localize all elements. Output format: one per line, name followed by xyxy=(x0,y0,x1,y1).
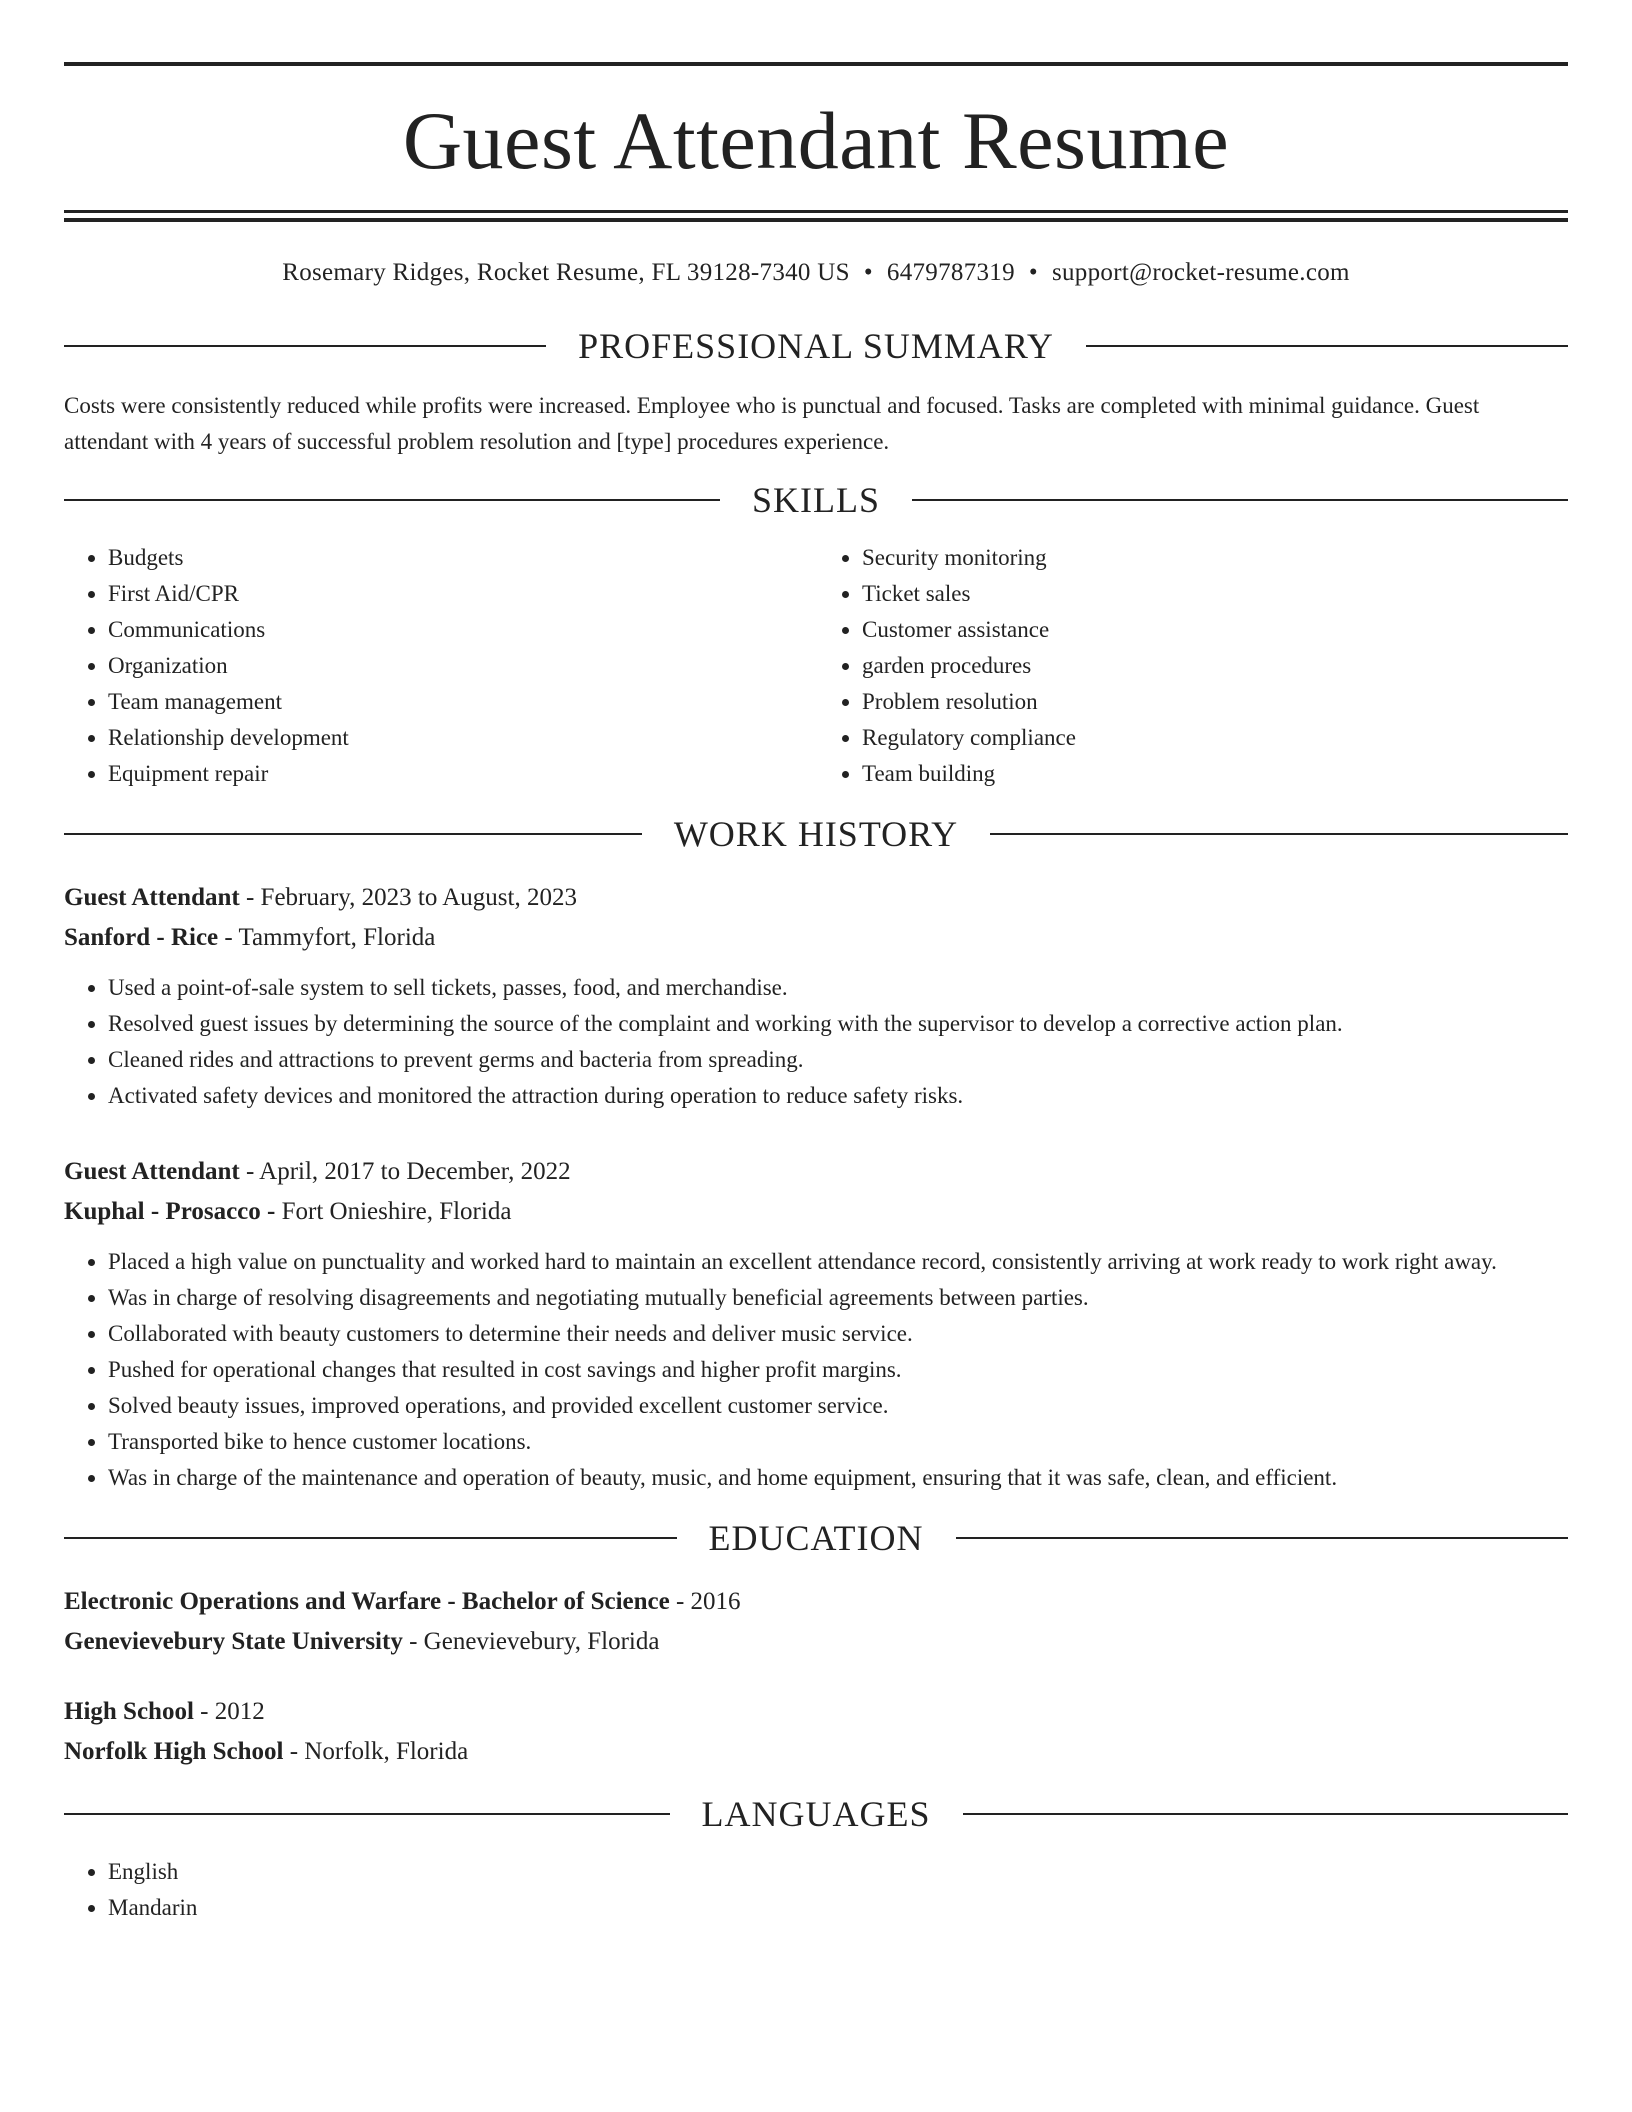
education-entry xyxy=(64,1582,1568,1662)
skill-item: • Security monitoring xyxy=(862,540,1568,576)
contact-phone: 6479787319 xyxy=(886,259,1015,286)
skill-item: • Team management xyxy=(108,684,816,720)
job-title-line xyxy=(64,1152,1568,1192)
job-bullet: • Placed a high value on punctuality and worked hard to maintain an excellent attendance record, consistently arriving at work ready to work right away. xyxy=(108,1244,1568,1280)
job-bullet: • Resolved guest issues by determining the source of the complaint and working with the supervisor to develop a corrective action plan. xyxy=(108,1006,1568,1042)
section-title: SKILLS xyxy=(752,480,881,520)
section-heading-languages xyxy=(64,1794,1568,1834)
job-company: Sanford - Rice xyxy=(64,924,219,951)
heading-rule xyxy=(990,833,1568,835)
heading-rule xyxy=(912,499,1568,501)
skill-item: • Budgets xyxy=(108,540,816,576)
language-item: • Mandarin xyxy=(108,1890,1568,1926)
languages-list xyxy=(64,1854,1568,1926)
skill-item: • Equipment repair xyxy=(108,756,816,792)
job-bullet: • Transported bike to hence customer locations. xyxy=(108,1424,1568,1460)
heading-rule xyxy=(1086,345,1568,347)
section-title: EDUCATION xyxy=(708,1518,924,1558)
education-year: - 2016 xyxy=(675,1588,741,1615)
job-company-line xyxy=(64,918,1568,958)
heading-rule xyxy=(64,1537,677,1539)
heading-rule xyxy=(64,345,546,347)
job-company: Kuphal - Prosacco - xyxy=(64,1198,276,1225)
job-dates: - February, 2023 to August, 2023 xyxy=(245,884,577,911)
education-school: Norfolk High School xyxy=(64,1738,284,1765)
section-heading-work xyxy=(64,814,1568,854)
contact-line xyxy=(64,258,1568,288)
education-school-line xyxy=(64,1622,1568,1662)
education-degree: High School xyxy=(64,1698,194,1725)
job-bullet: • Was in charge of resolving disagreements and negotiating mutually beneficial agreements between parties. xyxy=(108,1280,1568,1316)
job-bullets xyxy=(64,1244,1568,1496)
job-location: Fort Onieshire, Florida xyxy=(281,1198,512,1225)
job-dates: - April, 2017 to December, 2022 xyxy=(245,1158,571,1185)
job-title: Guest Attendant xyxy=(64,1158,240,1185)
education-location: - Norfolk, Florida xyxy=(289,1738,469,1765)
job-bullet: • Pushed for operational changes that resulted in cost savings and higher profit margins. xyxy=(108,1352,1568,1388)
contact-separator: • xyxy=(863,259,873,286)
skill-item: • First Aid/CPR xyxy=(108,576,816,612)
section-heading-skills xyxy=(64,480,1568,520)
skill-item: • Problem resolution xyxy=(862,684,1568,720)
job-bullet: • Activated safety devices and monitored the attraction during operation to reduce safety risks. xyxy=(108,1078,1568,1114)
skills-column-right xyxy=(816,540,1568,792)
section-title: LANGUAGES xyxy=(701,1794,931,1834)
skill-item: • Relationship development xyxy=(108,720,816,756)
page-title: Guest Attendant Resume xyxy=(402,95,1230,186)
job-location: - Tammyfort, Florida xyxy=(224,924,436,951)
skill-item: • Customer assistance xyxy=(862,612,1568,648)
job-bullet: • Cleaned rides and attractions to prevent germs and bacteria from spreading. xyxy=(108,1042,1568,1078)
contact-address: Rosemary Ridges, Rocket Resume, FL 39128-7340 US xyxy=(282,259,850,286)
job-title: Guest Attendant xyxy=(64,884,240,911)
skill-item: • garden procedures xyxy=(862,648,1568,684)
job-bullet: • Was in charge of the maintenance and operation of beauty, music, and home equipment, ensuring that it was safe, clean, and efficient. xyxy=(108,1460,1568,1496)
education-school: Genevievebury State University xyxy=(64,1628,403,1655)
summary-text: Costs were consistently reduced while profits were increased. Employee who is punctual and focused. Tasks are completed with minimal guidance. Guest attendant with 4 years of successful problem resolution and [type] procedures experience. xyxy=(64,393,1480,454)
section-heading-education xyxy=(64,1518,1568,1558)
skills-list xyxy=(64,540,1568,792)
section-heading-summary xyxy=(64,326,1568,366)
section-title: PROFESSIONAL SUMMARY xyxy=(578,326,1054,366)
skill-item: • Ticket sales xyxy=(862,576,1568,612)
skill-item: • Organization xyxy=(108,648,816,684)
job-entry xyxy=(64,878,1568,1114)
skill-item: • Team building xyxy=(862,756,1568,792)
contact-separator: • xyxy=(1028,259,1038,286)
education-degree: Electronic Operations and Warfare - Bachelor of Science xyxy=(64,1588,670,1615)
education-year: - 2012 xyxy=(200,1698,265,1725)
heading-rule xyxy=(64,1813,670,1815)
job-bullet: • Solved beauty issues, improved operations, and provided excellent customer service. xyxy=(108,1388,1568,1424)
education-degree-line xyxy=(64,1582,1568,1622)
job-title-line xyxy=(64,878,1568,918)
education-degree-line xyxy=(64,1692,1568,1732)
education-location: - Genevievebury, Florida xyxy=(409,1628,660,1655)
skill-item: • Regulatory compliance xyxy=(862,720,1568,756)
skill-item: • Communications xyxy=(108,612,816,648)
heading-rule xyxy=(963,1813,1569,1815)
job-bullet: • Used a point-of-sale system to sell tickets, passes, food, and merchandise. xyxy=(108,970,1568,1006)
job-entry xyxy=(64,1152,1568,1496)
job-bullets xyxy=(64,970,1568,1114)
job-bullet: • Collaborated with beauty customers to determine their needs and deliver music service. xyxy=(108,1316,1568,1352)
section-title: WORK HISTORY xyxy=(673,814,959,854)
heading-rule xyxy=(64,499,720,501)
skills-column-left xyxy=(64,540,816,792)
heading-rule xyxy=(956,1537,1569,1539)
education-entry xyxy=(64,1692,1568,1772)
top-rule xyxy=(64,62,1568,66)
title-double-rule xyxy=(64,210,1568,222)
contact-email: support@rocket-resume.com xyxy=(1051,259,1350,286)
language-item: • English xyxy=(108,1854,1568,1890)
heading-rule xyxy=(64,833,642,835)
education-school-line xyxy=(64,1732,1568,1772)
job-company-line xyxy=(64,1192,1568,1232)
